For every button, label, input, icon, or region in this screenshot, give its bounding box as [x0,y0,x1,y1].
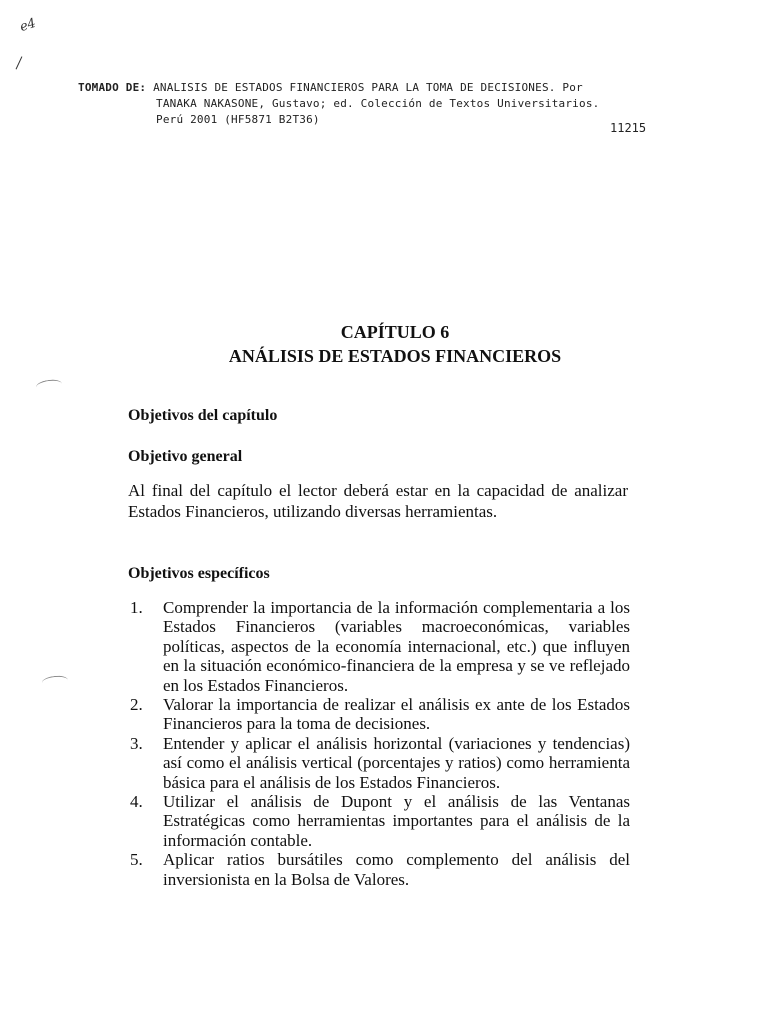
list-item-number: 1. [130,598,143,617]
scan-artifact [41,675,68,689]
source-citation [78,80,678,128]
list-item [130,598,630,695]
list-item-text: Entender y aplicar el análisis horizontal (variaciones y tendencias) así como el análisis vertical (porcentajes y ratios) como herramienta básica para el análisis de los Estados Financieros. [163,733,630,792]
specific-objectives-heading: Objetivos específicos [128,565,270,582]
specific-objectives-list [130,598,630,889]
list-item [130,850,630,889]
chapter-number: CAPÍTULO 6 [340,322,450,342]
handwritten-stroke [16,56,32,73]
list-item-text: Utilizar el análisis de Dupont y el análisis de las Ventanas Estratégicas como herramientas importantes para el análisis de la información contable. [163,792,630,850]
general-objective-text: Al final del capítulo el lector deberá estar en la capacidad de analizar Estados Financieros, utilizando diversas herramientas. [128,481,628,521]
document-code: 11215 [610,121,647,135]
chapter-heading [130,320,660,368]
list-item [130,695,630,734]
handwritten-annotation: e4 [18,15,38,36]
scan-artifact [35,378,62,393]
source-label: TOMADO DE: [78,81,147,94]
source-line-1: ANALISIS DE ESTADOS FINANCIEROS PARA LA TOMA DE DECISIONES. Por [153,81,583,94]
list-item-number: 5. [130,850,143,870]
source-line-3: Perú 2001 (HF5871 B2T36) [156,113,320,126]
list-item-number: 2. [130,695,143,715]
chapter-title: ANÁLISIS DE ESTADOS FINANCIEROS [228,346,562,366]
list-item [130,734,630,792]
list-item [130,792,630,850]
source-line-2: TANAKA NAKASONE, Gustavo; ed. Colección de Textos Universitarios. [156,97,600,110]
objectives-heading: Objetivos del capítulo [128,407,278,424]
list-item-number: 3. [130,733,143,753]
general-objective-heading: Objetivo general [128,448,243,465]
list-item-text: Valorar la importancia de realizar el análisis ex ante de los Estados Financieros para la toma de decisiones. [163,695,630,734]
list-item-text: Comprender la importancia de la información complementaria a los Estados Financieros (variables macroeconómicas, variables políticas, aspectos de la economía internacional, etc.) que influyen en la situación económico-financiera de la empresa y se ve reflejado en los Estados Financieros. [163,598,630,695]
list-item-text: Aplicar ratios bursátiles como complemento del análisis del inversionista en la Bolsa de Valores. [163,850,630,889]
list-item-number: 4. [130,792,143,812]
